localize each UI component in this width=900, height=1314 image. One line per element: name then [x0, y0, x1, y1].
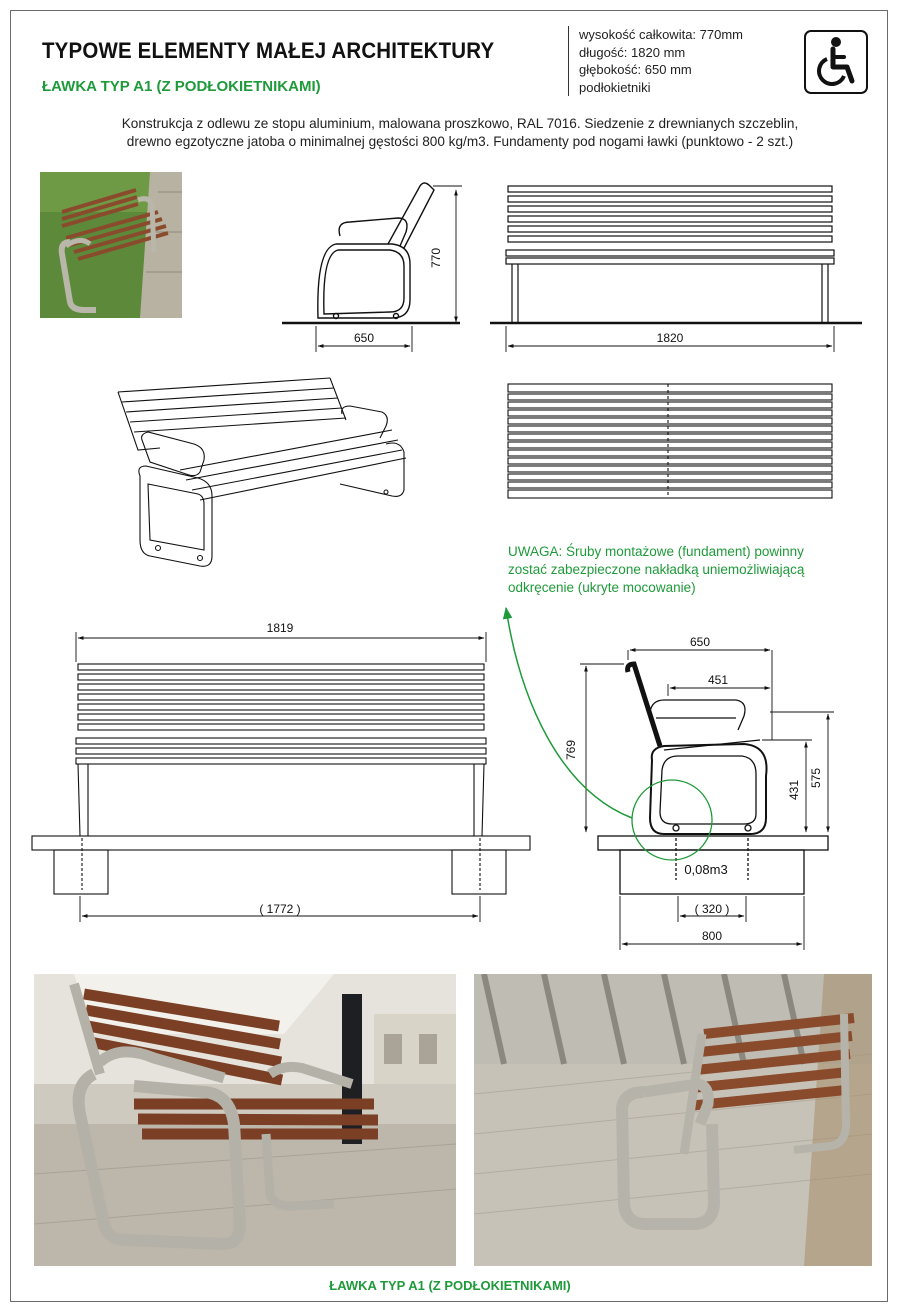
dim-section-seat-depth: 451	[707, 673, 729, 687]
detail-highlight-circle	[632, 780, 712, 860]
dim-section-height: 769	[564, 739, 578, 761]
dim-section-seat-height: 431	[787, 779, 801, 801]
footer-caption: ŁAWKA TYP A1 (Z PODŁOKIETNIKAMI)	[329, 1278, 571, 1293]
dim-elevation-length: 1819	[266, 621, 294, 635]
page-subtitle: ŁAWKA TYP A1 (Z PODŁOKIETNIKAMI)	[42, 78, 321, 95]
plan-view-drawing	[508, 384, 832, 498]
bench-photo-left	[34, 974, 456, 1266]
dim-foundation-length: 800	[701, 929, 723, 943]
perspective-drawing	[118, 378, 406, 566]
dim-foundation-volume: 0,08m3	[684, 862, 728, 877]
note-line-3: odkręcenie (ukryte mocowanie)	[508, 580, 696, 595]
dim-side-depth: 650	[353, 331, 375, 345]
spec-armrests: podłokietniki	[579, 79, 651, 95]
dim-foundation-spacing: ( 1772 )	[259, 902, 301, 916]
dim-section-depth: 650	[689, 635, 711, 649]
dim-foundation-width: ( 320 )	[694, 902, 730, 916]
dim-front-length: 1820	[656, 331, 684, 345]
description-line-1: Konstrukcja z odlewu ze stopu aluminium, malowana proszkowo, RAL 7016. Siedzenie z drewnianych szczeblin,	[121, 116, 799, 131]
elevation-drawing	[32, 664, 530, 894]
section-drawing	[598, 664, 828, 894]
description-line-2: drewno egzotyczne jatoba o minimalnej gęstości 800 kg/m3. Fundamenty pod nogami ławki (punktowo - 2 szt.)	[126, 134, 794, 149]
front-view-drawing	[490, 186, 862, 323]
page-title: TYPOWE ELEMENTY MAŁEJ ARCHITEKTURY	[42, 38, 495, 63]
note-line-2: zostać zabezpieczone nakładką uniemożliwiającą	[508, 562, 805, 577]
elevation-dimensions	[76, 632, 486, 922]
dim-section-arm-height: 575	[809, 767, 823, 789]
spec-length: długość: 1820 mm	[579, 44, 686, 60]
dim-side-height: 770	[429, 247, 443, 269]
bench-photo-right	[474, 974, 872, 1266]
note-line-1: UWAGA: Śruby montażowe (fundament) powinny	[508, 544, 804, 559]
spec-depth: głębokość: 650 mm	[579, 62, 692, 77]
note-arrow	[506, 608, 632, 818]
mounting-note	[508, 543, 804, 597]
spec-height: wysokość całkowita: 770mm	[579, 27, 743, 42]
